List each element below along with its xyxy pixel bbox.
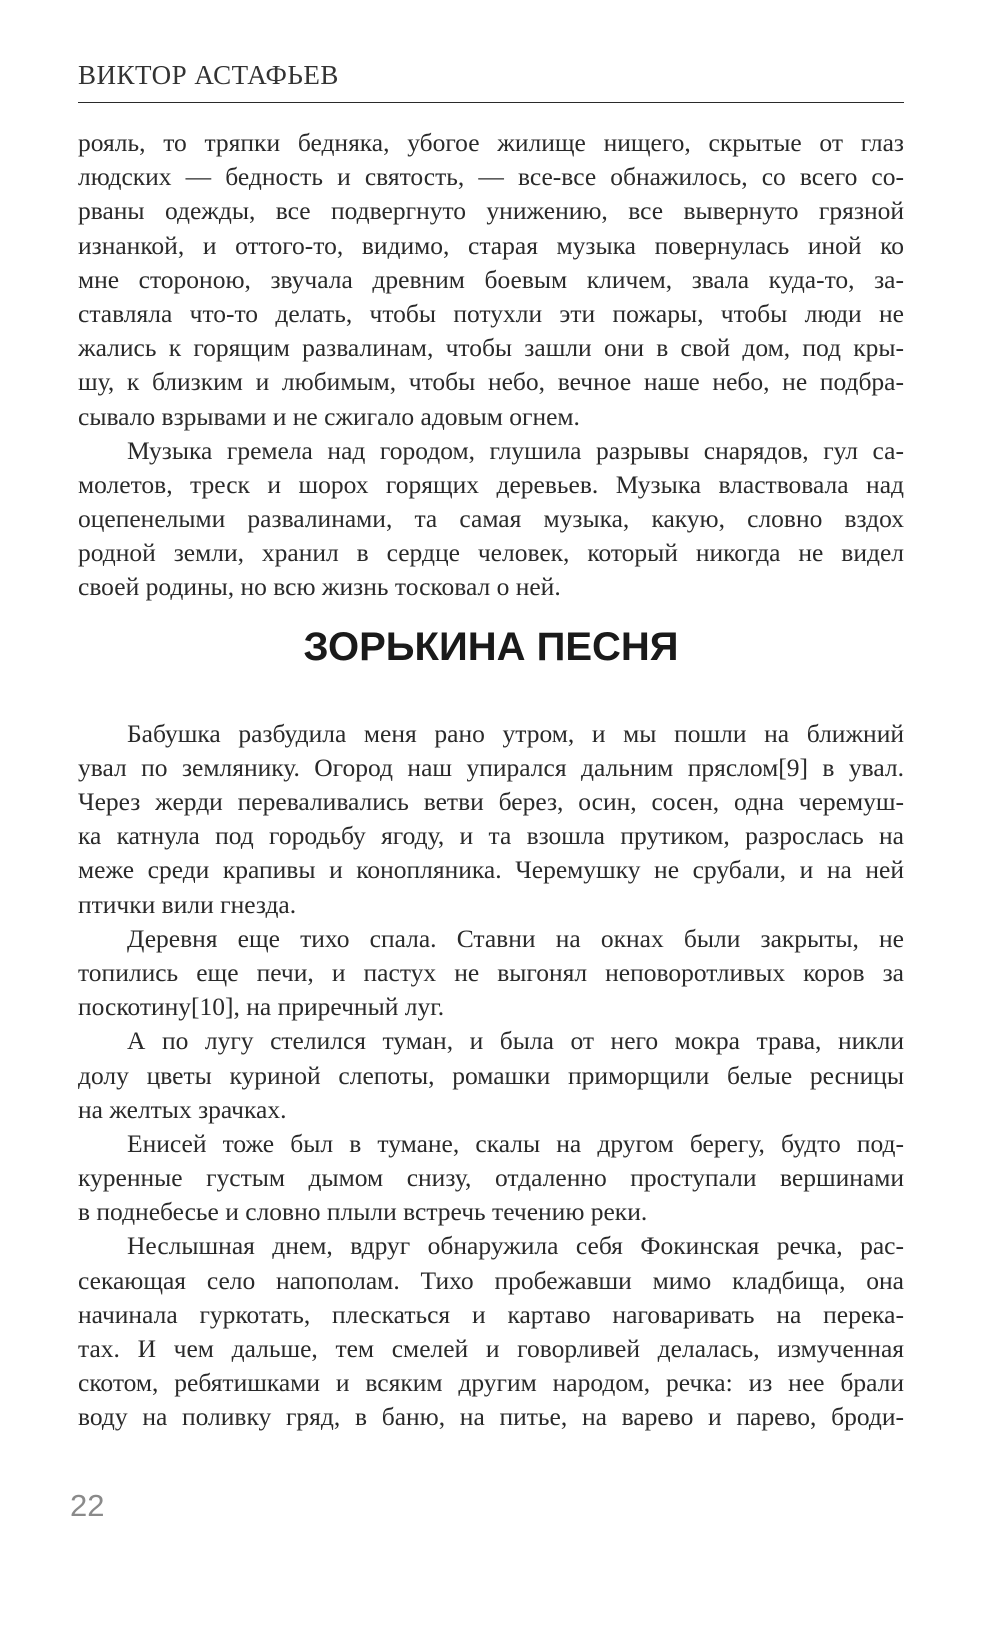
text-line: меже среди крапивы и конопляника. Черемушку не срубали, и на ней (78, 855, 904, 885)
text-line: начинала гуркотать, плескаться и картаво наговаривать на перека- (78, 1299, 904, 1329)
text-line: скотом, ребятишками и всяким другим народом, речка: из нее брали (78, 1368, 904, 1398)
text-line: мне стороною, звучала древним боевым кличем, звала куда-то, за- (78, 264, 904, 294)
text-line: Музыка гремела над городом, глушила разрывы снарядов, гул са- (127, 435, 904, 465)
text-line: топились еще печи, и пастух не выгонял неповоротливых коров за (78, 957, 904, 987)
running-title: ВИКТОР АСТАФЬЕВ (78, 60, 339, 90)
text-line: Через жерди переваливались ветви берез, осин, сосен, одна черемуш- (78, 787, 904, 816)
text-line: птички вили гнезда. (78, 889, 297, 919)
text-line: ка катнула под городьбу ягоду, и та взошла прутиком, разрослась на (78, 821, 904, 851)
text-line: увал по землянику. Огород наш упирался дальним пряслом[9] в увал. (78, 752, 904, 782)
text-line: Енисей тоже был в тумане, скалы на другом берегу, будто под- (127, 1128, 904, 1158)
text-line: тах. И чем дальше, тем смелей и говорливей делалась, измученная (78, 1334, 904, 1363)
text-line: А по лугу стелился туман, и была от него мокра трава, никли (127, 1026, 904, 1056)
text-line: в поднебесье и словно плыли встречь течению реки. (78, 1197, 648, 1227)
page-body (78, 126, 904, 1435)
running-header (78, 58, 904, 103)
text-line: секающая село напополам. Тихо пробежавши мимо кладбища, она (78, 1265, 904, 1295)
text-line: рояль, то тряпки бедняка, убогое жилище нищего, скрытые от глаз (78, 128, 904, 157)
page-number: 22 (70, 1488, 105, 1523)
text-line: долу цветы куриной слепоты, ромашки приморщили белые ресницы (78, 1060, 904, 1090)
text-line: оцепенелыми развалинами, та самая музыка, какую, словно вздох (78, 504, 904, 534)
text-line: родной земли, хранил в сердце человек, который никогда не видел (78, 538, 904, 568)
text-line: Неслышная днем, вдруг обнаружила себя Фокинская речка, рас- (127, 1231, 904, 1261)
text-line: на желтых зрачках. (78, 1094, 287, 1124)
text-line: сывало взрывами и не сжигало адовым огнем. (78, 401, 580, 431)
text-line: куренные густым дымом снизу, отдаленно проступали вершинами (78, 1163, 904, 1193)
text-line: воду на поливку гряд, в баню, на питье, на варево и парево, броди- (78, 1402, 904, 1432)
text-line: шу, к близким и любимым, чтобы небо, вечное наше небо, не подбра- (78, 367, 904, 397)
text-line: изнанкой, и оттого-то, видимо, старая музыка повернулась иной ко (78, 230, 904, 260)
text-line: ставляла что-то делать, чтобы потухли эти пожары, чтобы люди не (78, 298, 904, 328)
text-line: людских — бедность и святость, — все-все обнажилось, со всего со- (78, 162, 904, 192)
paragraph-block-intro (78, 126, 904, 605)
text-line: рваны одежды, все подвергнуто унижению, все вывернуто грязной (78, 196, 904, 226)
text-line: Бабушка разбудила меня рано утром, и мы пошли на ближний (127, 718, 904, 748)
chapter-title: ЗОРЬКИНА ПЕСНЯ (303, 624, 679, 669)
paragraph-block-chapter (78, 717, 904, 1435)
text-line: жались к горящим развалинам, чтобы зашли они в свой дом, под кры- (78, 333, 904, 363)
text-line: поскотину[10], на приречный луг. (78, 992, 445, 1022)
text-line: своей родины, но всю жизнь тосковал о ней. (78, 572, 561, 602)
text-line: молетов, треск и шорох горящих деревьев. Музыка властвовала над (78, 469, 904, 499)
text-line: Деревня еще тихо спала. Ставни на окнах были закрыты, не (127, 923, 904, 953)
